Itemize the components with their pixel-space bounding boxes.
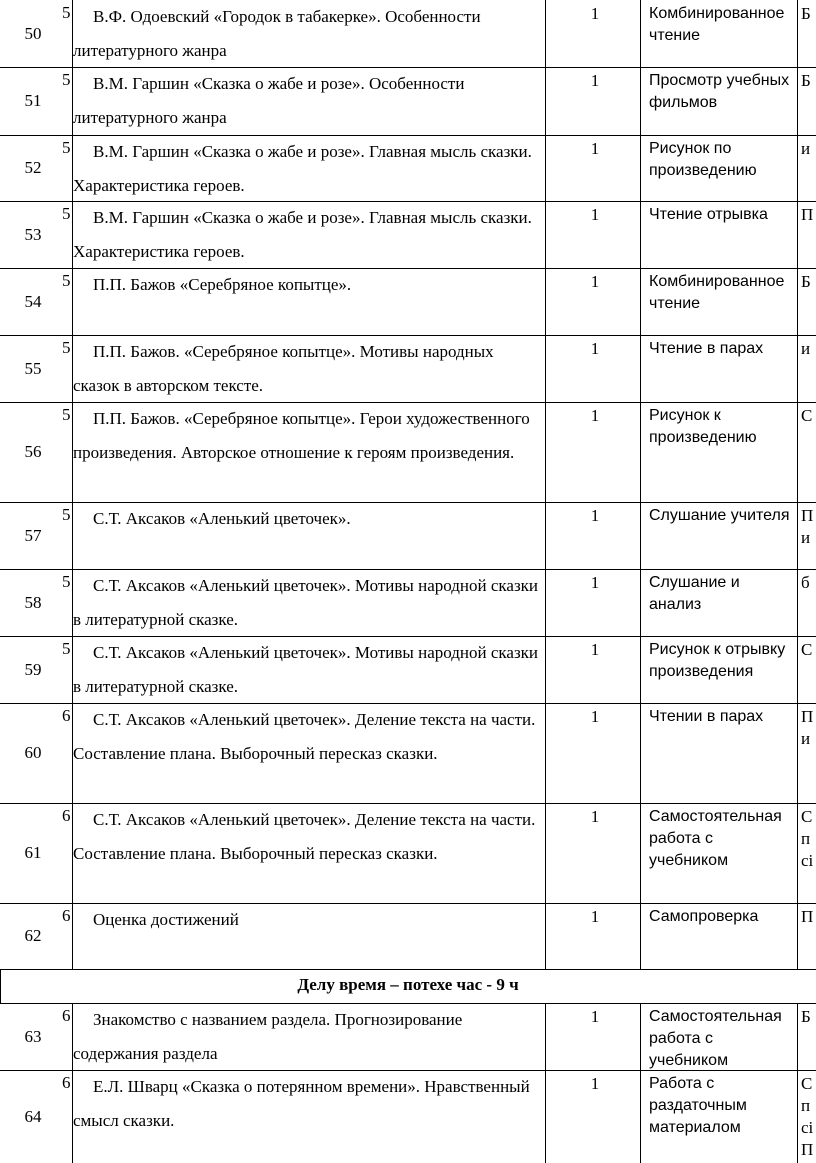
row-number: 55 — [24, 358, 42, 378]
cut-off-cell-text: П — [801, 506, 814, 525]
hours-count: 1 — [590, 1007, 600, 1026]
row-number-lead: 5 — [62, 204, 71, 223]
column-divider — [797, 703, 798, 803]
lesson-topic: Знакомство с названием раздела. Прогнозирование содержания раздела — [73, 1010, 463, 1063]
cut-off-cell-text: и — [801, 528, 811, 547]
column-divider — [797, 201, 798, 268]
section-bottom-rule — [0, 1003, 816, 1004]
row-number-lead: 6 — [62, 806, 71, 825]
hours-count: 1 — [590, 907, 600, 926]
lesson-topic: П.П. Бажов. «Серебряное копытце». Герои художественного произведения. Авторское отношение к героям произведения. — [73, 409, 530, 462]
lesson-topic: П.П. Бажов «Серебряное копытце». — [93, 275, 352, 294]
activity-form: Слушание и анализ — [649, 574, 740, 613]
hours-count: 1 — [590, 4, 600, 23]
cut-off-cell-text: б — [801, 573, 810, 592]
row-number: 58 — [24, 592, 42, 612]
hours-count: 1 — [590, 640, 600, 659]
column-divider — [797, 903, 798, 969]
cut-off-cell-text: Б — [801, 272, 811, 291]
lesson-topic: В.Ф. Одоевский «Городок в табакерке». Особенности литературного жанра — [73, 7, 481, 60]
cut-off-cell-text: П — [801, 205, 814, 224]
hours-count: 1 — [590, 71, 600, 90]
column-divider — [797, 803, 798, 903]
row-number-lead: 5 — [62, 3, 71, 22]
row-number: 64 — [24, 1106, 42, 1126]
row-number: 59 — [24, 659, 42, 679]
activity-form: Самостоятельная работа с учебником — [649, 1008, 782, 1069]
row-number: 53 — [24, 224, 42, 244]
cut-off-cell-text: П — [801, 1140, 814, 1159]
row-number-lead: 6 — [62, 1073, 71, 1092]
cut-off-cell-text: п — [801, 1096, 811, 1115]
column-divider — [797, 335, 798, 402]
hours-count: 1 — [590, 406, 600, 425]
hours-count: 1 — [590, 1074, 600, 1093]
hours-count: 1 — [590, 506, 600, 525]
column-divider — [797, 569, 798, 636]
section-heading: Делу время – потехе час - 9 ч — [297, 975, 519, 994]
lesson-topic: В.М. Гаршин «Сказка о жабе и розе». Особенности литературного жанра — [73, 74, 465, 127]
cut-off-cell-text: П — [801, 707, 814, 726]
activity-form: Слушание учителя — [649, 507, 790, 524]
hours-count: 1 — [590, 272, 600, 291]
lesson-topic: С.Т. Аксаков «Аленький цветочек». Деление текста на части. Составление плана. Выборочный пересказ сказки. — [73, 810, 536, 863]
row-number-lead: 6 — [62, 1006, 71, 1025]
row-number: 62 — [24, 926, 42, 945]
activity-form: Рисунок к произведению — [649, 407, 757, 446]
cut-off-cell-text: С — [801, 640, 813, 659]
activity-form: Самостоятельная работа с учебником — [649, 808, 782, 869]
cut-off-cell-text: С — [801, 1074, 813, 1093]
cut-off-cell-text: П — [801, 907, 814, 926]
lesson-topic: Оценка достижений — [93, 910, 239, 929]
column-divider — [797, 0, 798, 67]
hours-count: 1 — [590, 573, 600, 592]
lesson-topic: Е.Л. Шварц «Сказка о потерянном времени». Нравственный смысл сказки. — [73, 1077, 530, 1130]
activity-form: Работа с раздаточным материалом — [649, 1075, 747, 1136]
row-number: 56 — [24, 442, 42, 461]
activity-form: Чтение отрывка — [649, 206, 768, 223]
column-divider — [797, 402, 798, 502]
column-divider — [797, 636, 798, 703]
activity-form: Просмотр учебных фильмов — [649, 72, 790, 111]
lesson-topic: С.Т. Аксаков «Аленький цветочек». Мотивы народной сказки в литературной сказке. — [73, 643, 539, 696]
lesson-topic: П.П. Бажов. «Серебряное копытце». Мотивы народных сказок в авторском тексте. — [73, 342, 494, 395]
row-number-lead: 6 — [62, 706, 71, 725]
row-number-lead: 5 — [62, 70, 71, 89]
activity-form: Рисунок к отрывку произведения — [649, 641, 786, 680]
row-number: 60 — [24, 743, 42, 762]
cut-off-cell-text: Б — [801, 4, 811, 23]
row-number-lead: 5 — [62, 639, 71, 658]
activity-form: Рисунок по произведению — [649, 140, 757, 179]
lesson-topic: С.Т. Аксаков «Аленький цветочек». — [93, 509, 351, 528]
activity-form: Самопроверка — [649, 908, 759, 925]
row-number-lead: 5 — [62, 338, 71, 357]
row-number-lead: 6 — [62, 906, 71, 925]
row-number-lead: 5 — [62, 505, 71, 524]
row-number-lead: 5 — [62, 271, 71, 290]
row-number: 52 — [24, 158, 42, 177]
column-divider — [797, 268, 798, 335]
activity-form: Комбинированное чтение — [649, 273, 785, 312]
section-top-rule — [0, 969, 816, 970]
column-divider — [797, 502, 798, 569]
hours-count: 1 — [590, 707, 600, 726]
row-number-lead: 5 — [62, 572, 71, 591]
column-divider — [797, 1003, 798, 1070]
row-number: 54 — [24, 291, 42, 311]
row-number: 57 — [24, 525, 42, 545]
hours-count: 1 — [590, 139, 600, 158]
row-number: 50 — [24, 23, 42, 43]
cut-off-cell-text: сі — [801, 851, 814, 870]
row-number: 51 — [24, 91, 42, 110]
cut-off-cell-text: и — [801, 139, 811, 158]
lesson-topic: С.Т. Аксаков «Аленький цветочек». Мотивы народной сказки в литературной сказке. — [73, 576, 539, 629]
cut-off-cell-text: Б — [801, 1007, 811, 1026]
column-divider — [797, 1070, 798, 1163]
row-number-lead: 5 — [62, 405, 71, 424]
column-divider — [797, 135, 798, 201]
cut-off-cell-text: и — [801, 339, 811, 358]
hours-count: 1 — [590, 807, 600, 826]
hours-count: 1 — [590, 339, 600, 358]
activity-form: Чтение в парах — [649, 340, 764, 357]
cut-off-cell-text: п — [801, 829, 811, 848]
lesson-topic: В.М. Гаршин «Сказка о жабе и розе». Главная мысль сказки. Характеристика героев. — [73, 208, 532, 261]
row-number: 63 — [24, 1026, 42, 1046]
activity-form: Комбинированное чтение — [649, 5, 785, 44]
cut-off-cell-text: и — [801, 729, 811, 748]
activity-form: Чтении в парах — [649, 708, 764, 725]
row-number-lead: 5 — [62, 138, 71, 157]
cut-off-cell-text: Б — [801, 71, 811, 90]
cut-off-cell-text: С — [801, 807, 813, 826]
cut-off-cell-text: сі — [801, 1118, 814, 1137]
cut-off-cell-text: С — [801, 406, 813, 425]
row-number: 61 — [24, 843, 42, 862]
column-divider — [797, 67, 798, 135]
lesson-topic: С.Т. Аксаков «Аленький цветочек». Деление текста на части. Составление плана. Выборочный пересказ сказки. — [73, 710, 536, 763]
hours-count: 1 — [590, 205, 600, 224]
lesson-topic: В.М. Гаршин «Сказка о жабе и розе». Главная мысль сказки. Характеристика героев. — [73, 142, 532, 195]
